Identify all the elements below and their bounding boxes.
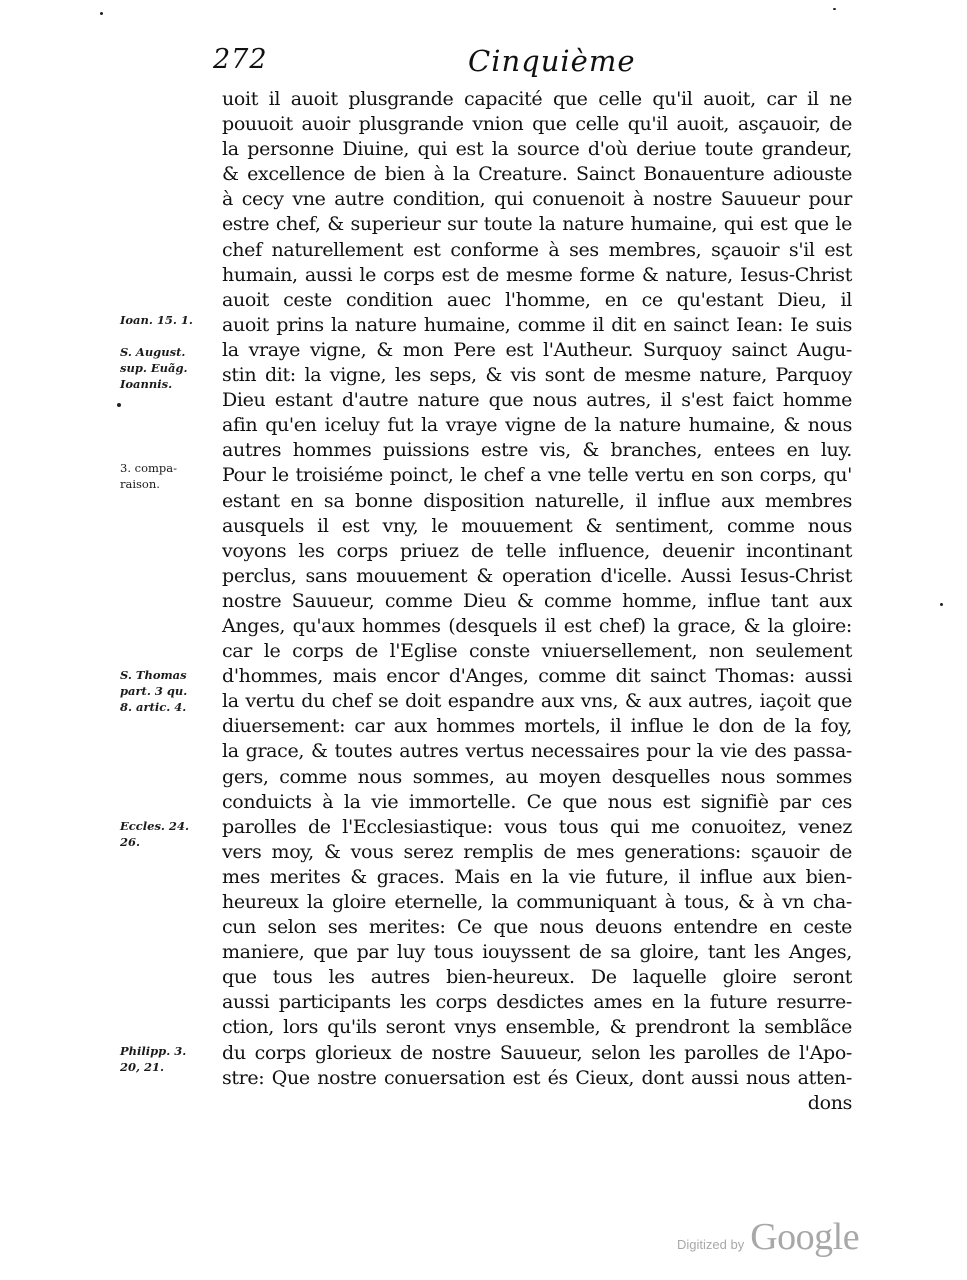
text-line: stin dit: la vigne, les seps, & vis sont de mesme nature, Parquoy	[222, 364, 852, 387]
text-line: estre chef, & superieur sur toute la nature humaine, qui est que le	[222, 213, 852, 236]
margin-note-line: S. Thomas	[120, 668, 187, 682]
ink-speck	[100, 12, 103, 15]
text-line: aussi participants les corps desdictes ames en la future resurre-	[222, 991, 852, 1014]
text-line: mes merites & graces. Mais en la vie future, il influe aux bien-	[222, 865, 852, 888]
text-line: d'hommes, mais encor d'Anges, comme dit sainct Thomas: aussi	[222, 665, 852, 688]
text-line: heureux la gloire eternelle, la communiquant à tous, & à vn cha-	[222, 891, 852, 913]
ink-speck	[833, 8, 836, 10]
text-line: cun selon ses merites: Ce que nous deuons entendre en ceste	[222, 916, 852, 939]
text-line: Dieu estant d'autre nature que nous autres, il s'est faict homme	[222, 389, 852, 412]
text-line: la grace, & toutes autres vertus necessaires pour la vie des passa-	[222, 740, 852, 763]
body-text	[222, 87, 852, 1116]
text-line: auoit ceste condition auec l'homme, en ce qu'estant Dieu, il	[222, 288, 852, 311]
ink-speck	[940, 603, 943, 606]
margin-note-line: Eccles. 24.	[120, 819, 189, 833]
text-line: nostre Sauueur, comme Dieu & comme homme, influe tant aux	[222, 589, 852, 612]
text-line: parolles de l'Ecclesiastique: vous tous qui me conuoitez, venez	[222, 815, 852, 838]
text-line: Anges, qu'aux hommes (desquels il est chef) la grace, & la gloire:	[222, 614, 852, 637]
google-logo: Google	[750, 1216, 860, 1258]
margin-note-line: part. 3 qu.	[120, 684, 188, 698]
margin-note-line: 26.	[120, 835, 141, 849]
text-line: ction, lors qu'ils seront vnys ensemble, & prendront la semblãce	[222, 1016, 852, 1039]
text-line: ausquels il est vny, le mouuement & sentiment, comme nous	[222, 514, 852, 537]
text-line: la vraye vigne, & mon Pere est l'Autheur. Surquoy sainct Augu-	[222, 338, 852, 361]
text-line: maniere, que par luy tous iouyssent de sa gloire, tant les Anges,	[222, 941, 852, 964]
text-line: perclus, sans mouuement & operation d'icelle. Aussi Iesus-Christ	[222, 564, 852, 587]
margin-note-line: sup. Euãg.	[120, 361, 188, 375]
page-header	[213, 44, 853, 84]
margin-note-line: Ioannis.	[120, 377, 173, 391]
text-line: auoit prins la nature humaine, comme il dit en sainct Iean: Ie suis	[222, 313, 852, 336]
margin-note-thomas	[120, 667, 220, 715]
digitized-by-label: Digitized by	[677, 1237, 745, 1252]
running-head: Cinquième	[468, 44, 636, 78]
margin-note-line: 8. artic. 4.	[120, 700, 187, 714]
text-line: autres hommes puissions estre vis, & branches, entees en luy.	[222, 439, 852, 462]
margin-note-line: Ioan. 15. 1.	[120, 313, 193, 327]
margin-note-line: raison.	[120, 477, 160, 491]
ink-speck	[117, 403, 121, 407]
margin-note-line: 3. compa-	[120, 461, 178, 475]
margin-note-line: 20, 21.	[120, 1060, 165, 1074]
text-line: du corps glorieux de nostre Sauueur, selon les parolles de l'Apo-	[222, 1041, 852, 1064]
text-line: & excellence de bien à la Creature. Sainct Bonauenture adiouste	[222, 163, 852, 186]
margin-note-line: Philipp. 3.	[120, 1044, 187, 1058]
text-line: la personne Diuine, qui est la source d'où deriue toute grandeur,	[222, 138, 852, 161]
text-line: estant en sa bonne disposition naturelle, il influe aux membres	[222, 489, 852, 512]
margin-note-ioan	[120, 312, 220, 328]
text-line: stre: Que nostre conuersation est és Cieux, dont aussi nous atten-	[222, 1066, 852, 1089]
text-line: pouuoit auoir plusgrande vnion que celle qu'il auoit, asçauoir, de	[222, 113, 852, 136]
text-line: humain, aussi le corps est de mesme forme & nature, Iesus-Christ	[222, 263, 852, 286]
text-line: la vertu du chef se doit espandre aux vns, & aux autres, iaçoit que	[222, 690, 852, 713]
text-line: Pour le troisiéme poinct, le chef a vne telle vertu en son corps, qu'	[222, 464, 852, 487]
text-line: à cecy vne autre condition, qui conuenoit à nostre Sauueur pour	[222, 188, 852, 211]
text-line: diuersement: car aux hommes mortels, il influe le don de la foy,	[222, 715, 852, 738]
text-line: afin qu'en iceluy fut la vraye vigne de la nature humaine, & nous	[222, 414, 852, 437]
text-line: gers, comme nous sommes, au moyen desquelles nous sommes	[222, 765, 852, 788]
margin-note-philipp	[120, 1043, 220, 1075]
text-line: que tous les autres bien-heureux. De laquelle gloire seront	[222, 966, 852, 989]
text-line-catchword: dons	[807, 1091, 852, 1114]
text-line: car le corps de l'Eglise conste vniuersellement, non seulement	[222, 640, 852, 663]
text-line: voyons les corps priuez de telle influence, deuenir incontinant	[222, 539, 852, 562]
text-line: chef naturellement est conforme à ses membres, sçauoir s'il est	[222, 238, 852, 261]
digitized-by-google-watermark	[677, 1215, 859, 1259]
margin-note-august	[120, 344, 220, 392]
margin-note-eccles	[120, 818, 220, 850]
text-line: conduicts à la vie immortelle. Ce que nous est signifiè par ces	[222, 790, 852, 813]
text-line: vers moy, & vous serez remplis de mes generations: sçauoir de	[222, 840, 852, 863]
margin-note-line: S. August.	[120, 345, 186, 359]
margin-note-comparaison	[120, 460, 220, 492]
text-line: uoit il auoit plusgrande capacité que celle qu'il auoit, car il ne	[222, 88, 852, 110]
page-number: 272	[213, 44, 268, 75]
